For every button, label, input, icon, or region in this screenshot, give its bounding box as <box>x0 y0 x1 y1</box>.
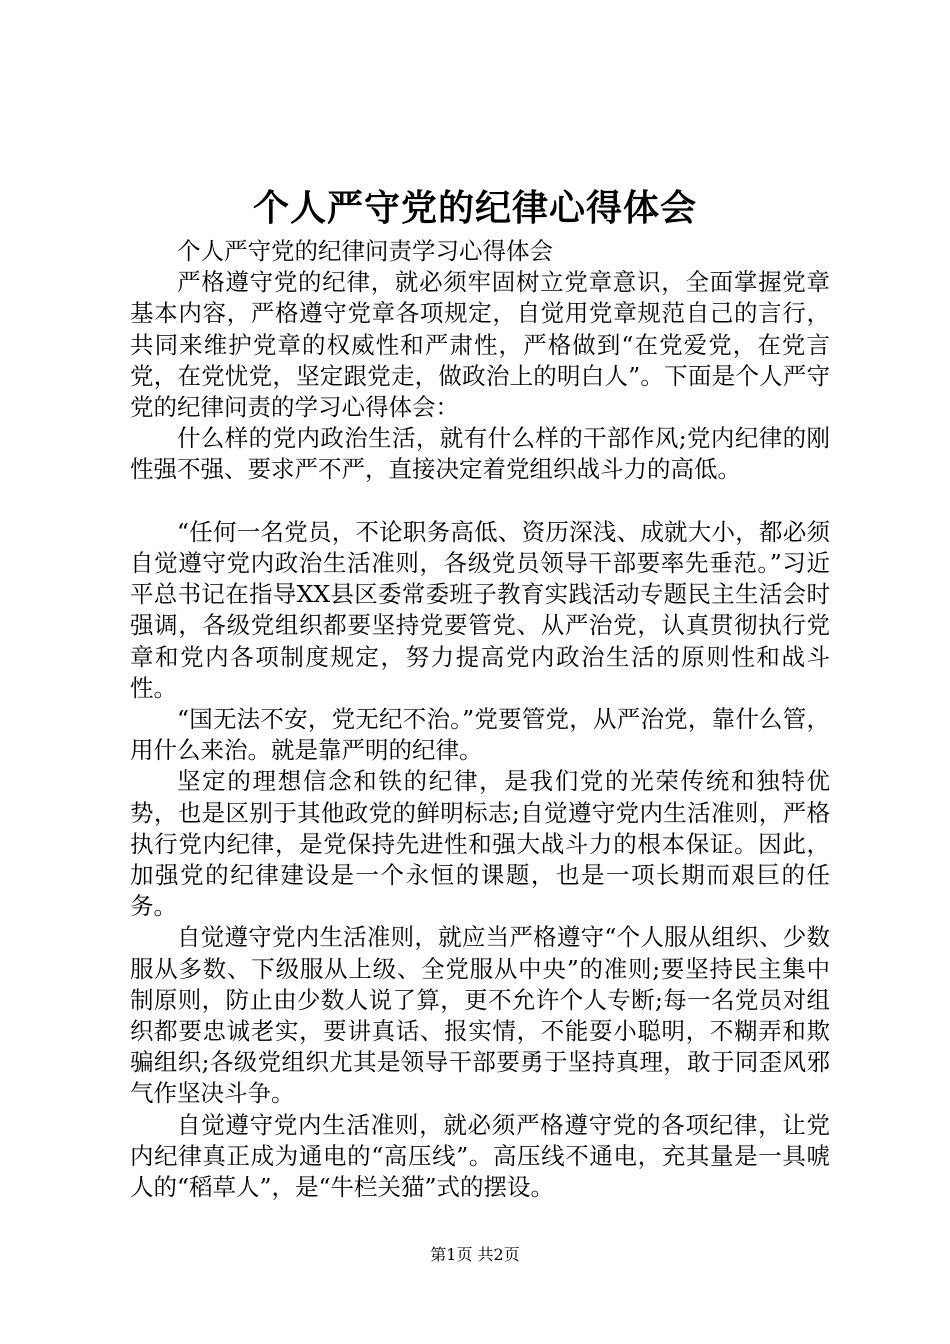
paragraph-subtitle: 个人严守党的纪律问责学习心得体会 <box>177 237 553 265</box>
paragraph-quote-law: “国无法不安，党无纪不治。”党要管党，从严治党，靠什么管，用什么来治。就是靠严明的纪律。 <box>130 705 830 765</box>
document-body <box>130 236 830 1203</box>
paragraph-rules-obedience: 自觉遵守党内生活准则，就应当严格遵守“个人服从组织、少数服从多数、下级服从上级、全党服从中央”的准则;要坚持民主集中制原则，防止由少数人说了算，更不允许个人专断;每一名党员对组织都要忠诚老实，要讲真话、报实情，不能耍小聪明，不糊弄和欺骗组织;各级党组织尤其是领导干部要勇于坚持真理，敢于同歪风邪气作坚决斗争。 <box>130 923 830 1108</box>
document-title: 个人严守党的纪律心得体会 <box>252 187 697 229</box>
paragraph-political-life: 什么样的党内政治生活，就有什么样的干部作风;党内纪律的刚性强不强、要求严不严，直接决定着党组织战斗力的高低。 <box>130 424 830 484</box>
paragraph-high-voltage: 自觉遵守党内生活准则，就必须严格遵守党的各项纪律，让党内纪律真正成为通电的“高压线”。高压线不通电，充其量是一具唬人的“稻草人”，是“牛栏关猫”式的摆设。 <box>130 1110 830 1202</box>
paragraph-quote-members: “任何一名党员，不论职务高低、资历深浅、成就大小，都必须自觉遵守党内政治生活准则，各级党员领导干部要率先垂范。”习近平总书记在指导XX县区委常委班子教育实践活动专题民主生活会时强调，各级党组织都要坚持党要管党、从严治党，认真贯彻执行党章和党内各项制度规定，努力提高党内政治生活的原则性和战斗性。 <box>130 517 830 702</box>
paragraph-intro: 严格遵守党的纪律，就必须牢固树立党章意识，全面掌握党章基本内容，严格遵守党章各项规定，自觉用党章规范自己的言行，共同来维护党章的权威性和严肃性，严格做到“在党爱党，在党言党，在党忧党，坚定跟党走，做政治上的明白人”。下面是个人严守党的纪律问责的学习心得体会： <box>130 268 830 422</box>
page-footer: 第1页 共2页 <box>430 1245 520 1264</box>
paragraph-ideals-discipline: 坚定的理想信念和铁的纪律，是我们党的光荣传统和独特优势，也是区别于其他政党的鲜明标志;自觉遵守党内生活准则，严格执行党内纪律，是党保持先进性和强大战斗力的根本保证。因此，加强党的纪律建设是一个永恒的课题，也是一项长期而艰巨的任务。 <box>130 767 830 921</box>
